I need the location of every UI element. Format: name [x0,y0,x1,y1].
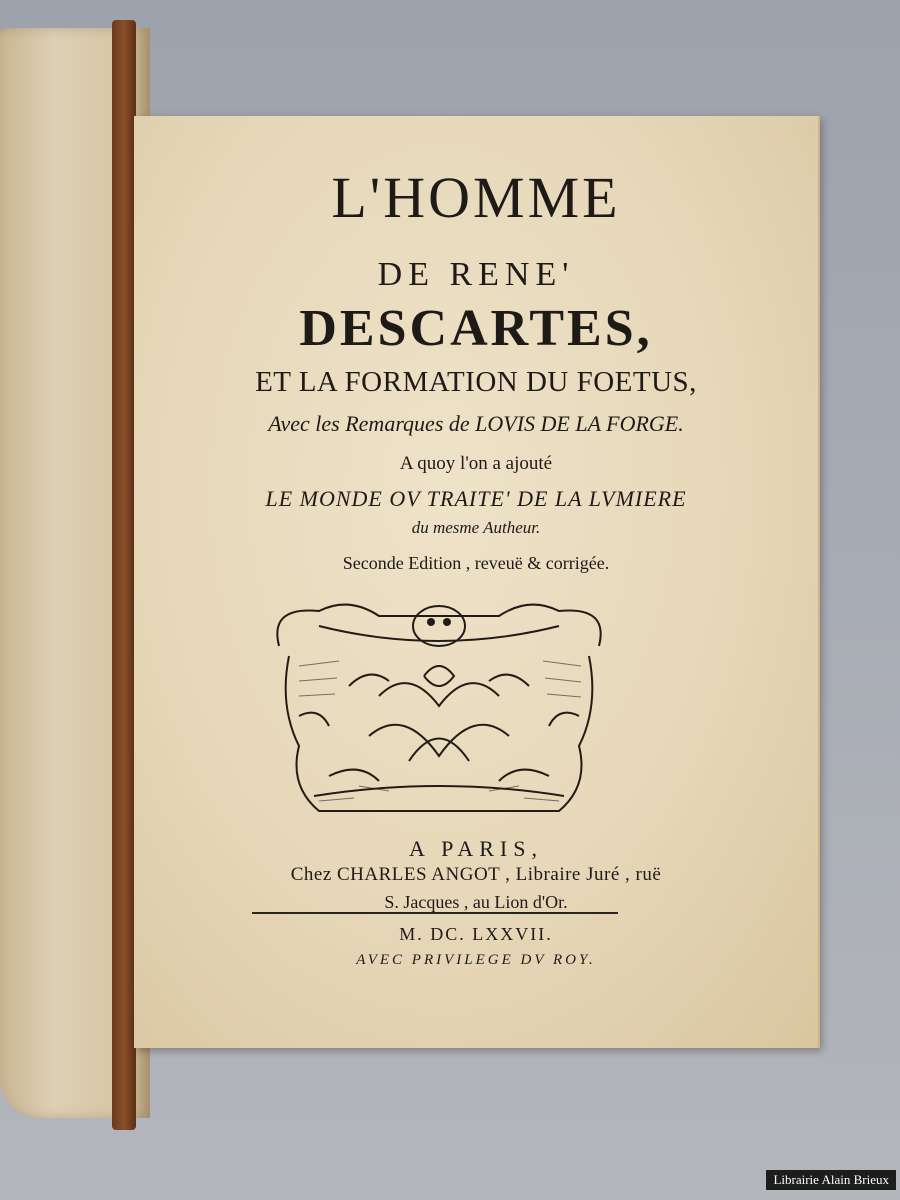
title-page [134,116,820,1048]
imprint-address: S. Jacques , au Lion d'Or. [384,892,568,912]
title-line-de-rene: DE RENE' [377,256,575,293]
publication-date: M. DC. LXXVII. [399,924,553,944]
title-line-autheur: du mesme Autheur. [411,518,541,537]
title-line-le-monde: LE MONDE OV TRAITE' DE LA LVMIERE [265,486,687,511]
privilege-line: AVEC PRIVILEGE DV ROY. [356,952,596,968]
title-line-descartes: DESCARTES, [299,300,653,357]
title-line-homme: L'HOMME [331,165,621,230]
title-line-remarques: Avec les Remarques de LOVIS DE LA FORGE. [268,411,684,436]
dealer-watermark: Librairie Alain Brieux [766,1170,896,1190]
imprint-city: A PARIS, [408,836,543,861]
ornamental-woodcut-vignette-icon [259,586,619,826]
title-line-formation: ET LA FORMATION DU FOETUS, [255,366,697,398]
imprint-publisher: Chez CHARLES ANGOT , Libraire Juré , ruë [290,864,662,885]
edition-statement: Seconde Edition , reveuë & corrigée. [342,553,610,573]
divider-rule [252,912,618,914]
title-line-ajoute: A quoy l'on a ajouté [399,453,553,474]
book-binding [112,20,136,1130]
